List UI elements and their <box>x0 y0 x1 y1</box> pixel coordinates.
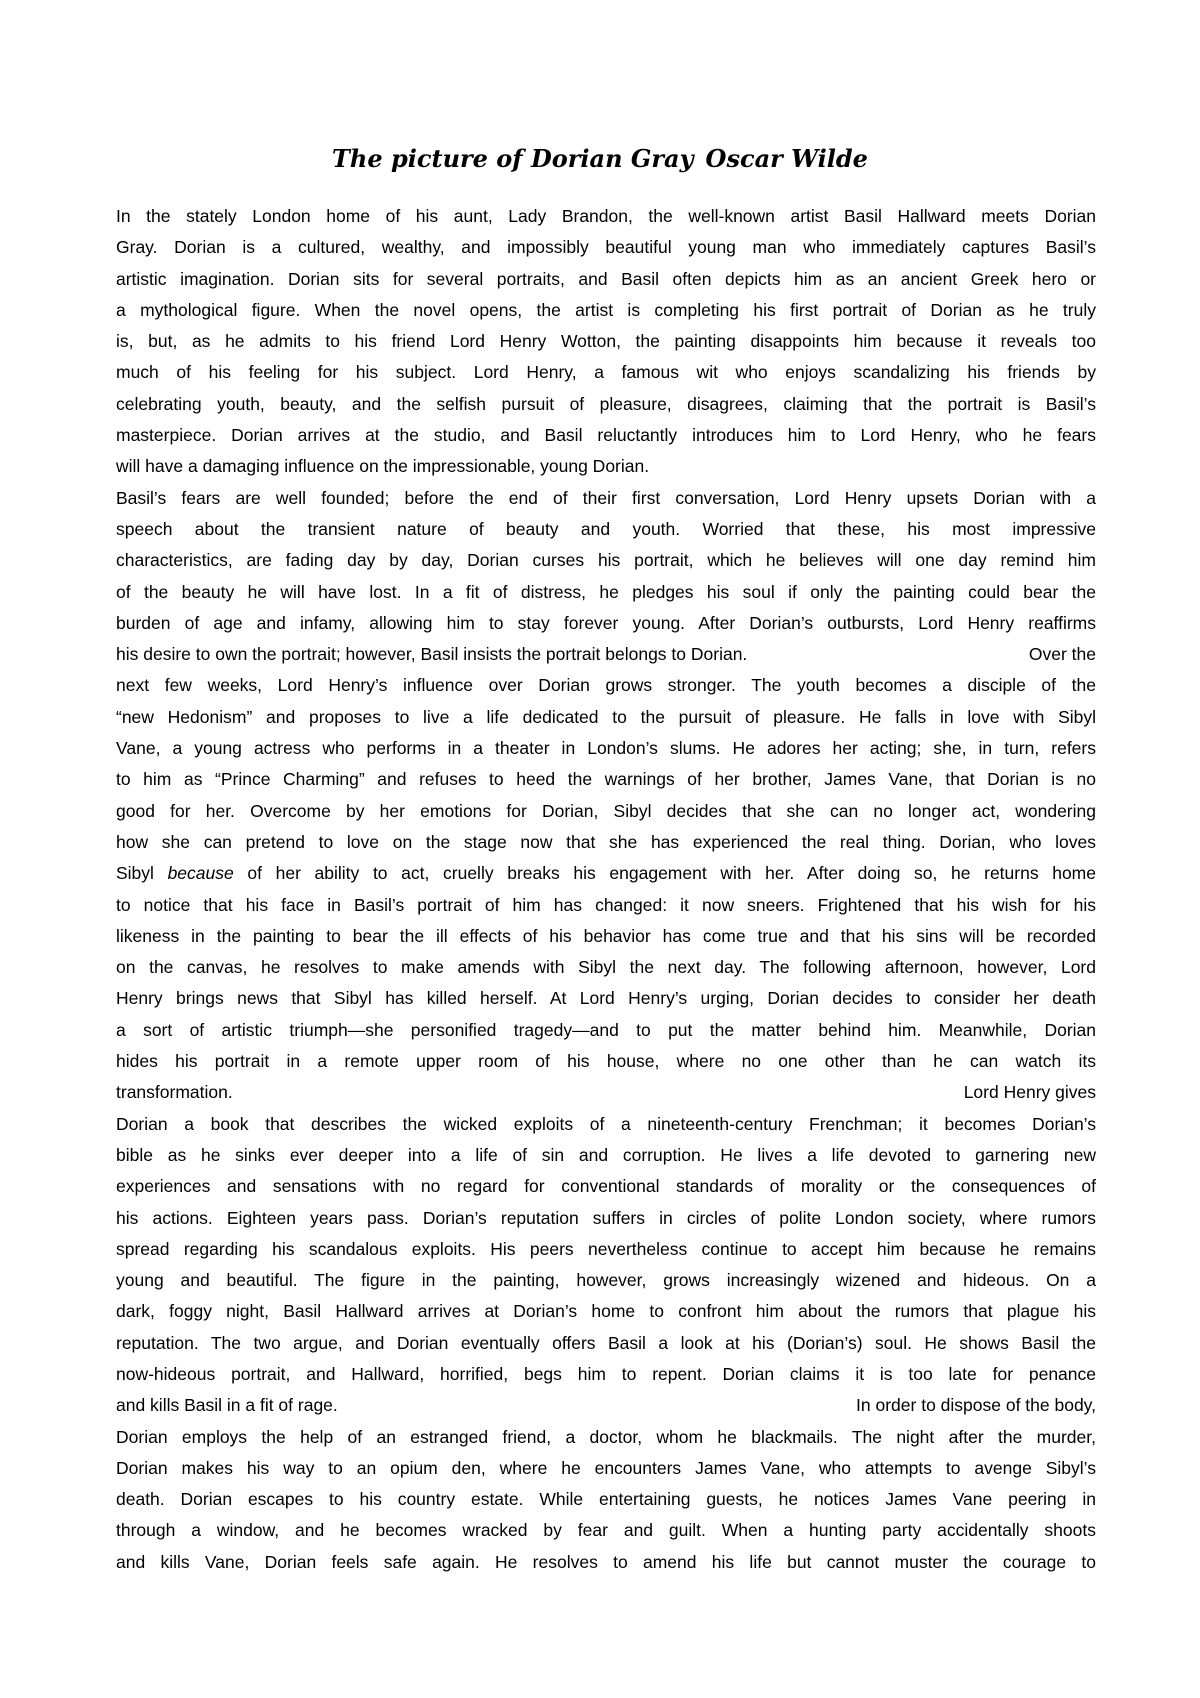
text-line: “new Hedonism” and proposes to live a life dedicated to the pursuit of pleasure. He falls in love with Sibyl <box>116 706 1096 727</box>
text-line: now-hideous portrait, and Hallward, horrified, begs him to repent. Dorian claims it is too late for penance <box>116 1363 1096 1384</box>
text-line-right: Over the <box>1028 644 1096 665</box>
text-line-right: In order to dispose of the body, <box>856 1395 1096 1416</box>
text-line: through a window, and he becomes wracked by fear and guilt. When a hunting party accidentally shoots <box>116 1520 1096 1541</box>
text-line: Vane, a young actress who performs in a theater in London’s slums. He adores her acting; she, in turn, refers <box>116 738 1096 759</box>
text-line: spread regarding his scandalous exploits. His peers nevertheless continue to accept him because he remains <box>116 1238 1096 1259</box>
text-line: likeness in the painting to bear the ill effects of his behavior has come true and that his sins will be recorded <box>116 925 1096 946</box>
text-line: death. Dorian escapes to his country estate. While entertaining guests, he notices James Vane peering in <box>116 1489 1096 1510</box>
text-line: masterpiece. Dorian arrives at the studio, and Basil reluctantly introduces him to Lord Henry, who he fears <box>116 425 1096 446</box>
text-line: In the stately London home of his aunt, Lady Brandon, the well-known artist Basil Hallward meets Dorian <box>116 206 1096 226</box>
text-run: Sibyl <box>116 863 168 884</box>
text-line: reputation. The two argue, and Dorian eventually offers Basil a look at his (Dorian’s) soul. He shows Basil the <box>116 1332 1096 1353</box>
text-line: good for her. Overcome by her emotions for Dorian, Sibyl decides that she can no longer act, wondering <box>116 800 1096 821</box>
text-line: bible as he sinks ever deeper into a life of sin and corruption. He lives a life devoted to garnering new <box>116 1144 1096 1165</box>
text-line <box>116 1390 1096 1421</box>
text-run: of her ability to act, cruelly breaks his engagement with her. After doing so, he returns home <box>233 863 1096 884</box>
text-line: burden of age and infamy, allowing him to stay forever young. After Dorian’s outbursts, Lord Henry reaffirms <box>116 612 1096 633</box>
text-line: to notice that his face in Basil’s portrait of him has changed: it now sneers. Frightened that his wish for his <box>116 894 1096 915</box>
text-line: artistic imagination. Dorian sits for several portraits, and Basil often depicts him as an ancient Greek hero or <box>116 268 1096 289</box>
text-line-left: and kills Basil in a fit of rage. <box>116 1395 338 1416</box>
text-line-left: his desire to own the portrait; however, Basil insists the portrait belongs to Dorian. <box>116 644 748 665</box>
text-line: will have a damaging influence on the impressionable, young Dorian. <box>116 456 650 477</box>
text-line: a mythological figure. When the novel opens, the artist is completing his first portrait of Dorian as he truly <box>116 299 1096 320</box>
text-line <box>116 639 1096 670</box>
document-body <box>116 201 1096 1578</box>
text-line: on the canvas, he resolves to make amends with Sibyl the next day. The following afternoon, however, Lord <box>116 957 1096 978</box>
text-line: much of his feeling for his subject. Lord Henry, a famous wit who enjoys scandalizing his friends by <box>116 362 1096 383</box>
text-line: Dorian a book that describes the wicked exploits of a nineteenth-century Frenchman; it becomes Dorian’s <box>116 1113 1096 1134</box>
text-line: and kills Vane, Dorian feels safe again. He resolves to amend his life but cannot muster the courage to <box>116 1551 1096 1572</box>
text-line: to him as “Prince Charming” and refuses to heed the warnings of her brother, James Vane, that Dorian is no <box>116 769 1096 790</box>
text-line: Dorian employs the help of an estranged friend, a doctor, whom he blackmails. The night after the murder, <box>116 1426 1096 1447</box>
text-line: his actions. Eighteen years pass. Dorian’s reputation suffers in circles of polite London society, where rumors <box>116 1207 1096 1228</box>
page-title <box>0 144 1200 174</box>
text-line: celebrating youth, beauty, and the selfish pursuit of pleasure, disagrees, claiming that the portrait is Basil’s <box>116 393 1096 414</box>
text-line: Dorian makes his way to an opium den, where he encounters James Vane, who attempts to avenge Sibyl’s <box>116 1457 1096 1478</box>
text-line: Basil’s fears are well founded; before the end of their first conversation, Lord Henry upsets Dorian with a <box>116 487 1096 508</box>
text-line: experiences and sensations with no regard for conventional standards of morality or the consequences of <box>116 1176 1096 1197</box>
text-line-right: Lord Henry gives <box>963 1082 1096 1103</box>
text-line: is, but, as he admits to his friend Lord Henry Wotton, the painting disappoints him because it reveals too <box>116 331 1096 352</box>
text-line: hides his portrait in a remote upper room of his house, where no one other than he can watch its <box>116 1051 1096 1072</box>
text-line: Gray. Dorian is a cultured, wealthy, and impossibly beautiful young man who immediately captures Basil’s <box>116 237 1096 258</box>
italic-text: because <box>167 863 234 884</box>
text-line: a sort of artistic triumph—she personified tragedy—and to put the matter behind him. Meanwhile, Dorian <box>116 1019 1096 1040</box>
text-line: Henry brings news that Sibyl has killed herself. At Lord Henry’s urging, Dorian decides to consider her death <box>116 988 1096 1009</box>
text-line: characteristics, are fading day by day, Dorian curses his portrait, which he believes will one day remind him <box>116 550 1096 571</box>
text-line: dark, foggy night, Basil Hallward arrives at Dorian’s home to confront him about the rumors that plague his <box>116 1301 1096 1322</box>
text-line: how she can pretend to love on the stage now that she has experienced the real thing. Dorian, who loves <box>116 831 1096 852</box>
text-line <box>116 858 1096 889</box>
book-title: The picture of Dorian Gray <box>332 144 694 173</box>
author-name: Oscar Wilde <box>705 144 868 173</box>
text-line-left: transformation. <box>116 1082 233 1103</box>
text-line <box>116 1077 1096 1108</box>
text-line: of the beauty he will have lost. In a fit of distress, he pledges his soul if only the painting could bear the <box>116 581 1096 602</box>
text-line: young and beautiful. The figure in the painting, however, grows increasingly wizened and hideous. On a <box>116 1270 1096 1291</box>
text-line: next few weeks, Lord Henry’s influence over Dorian grows stronger. The youth becomes a disciple of the <box>116 675 1096 696</box>
text-line: speech about the transient nature of beauty and youth. Worried that these, his most impressive <box>116 518 1096 539</box>
